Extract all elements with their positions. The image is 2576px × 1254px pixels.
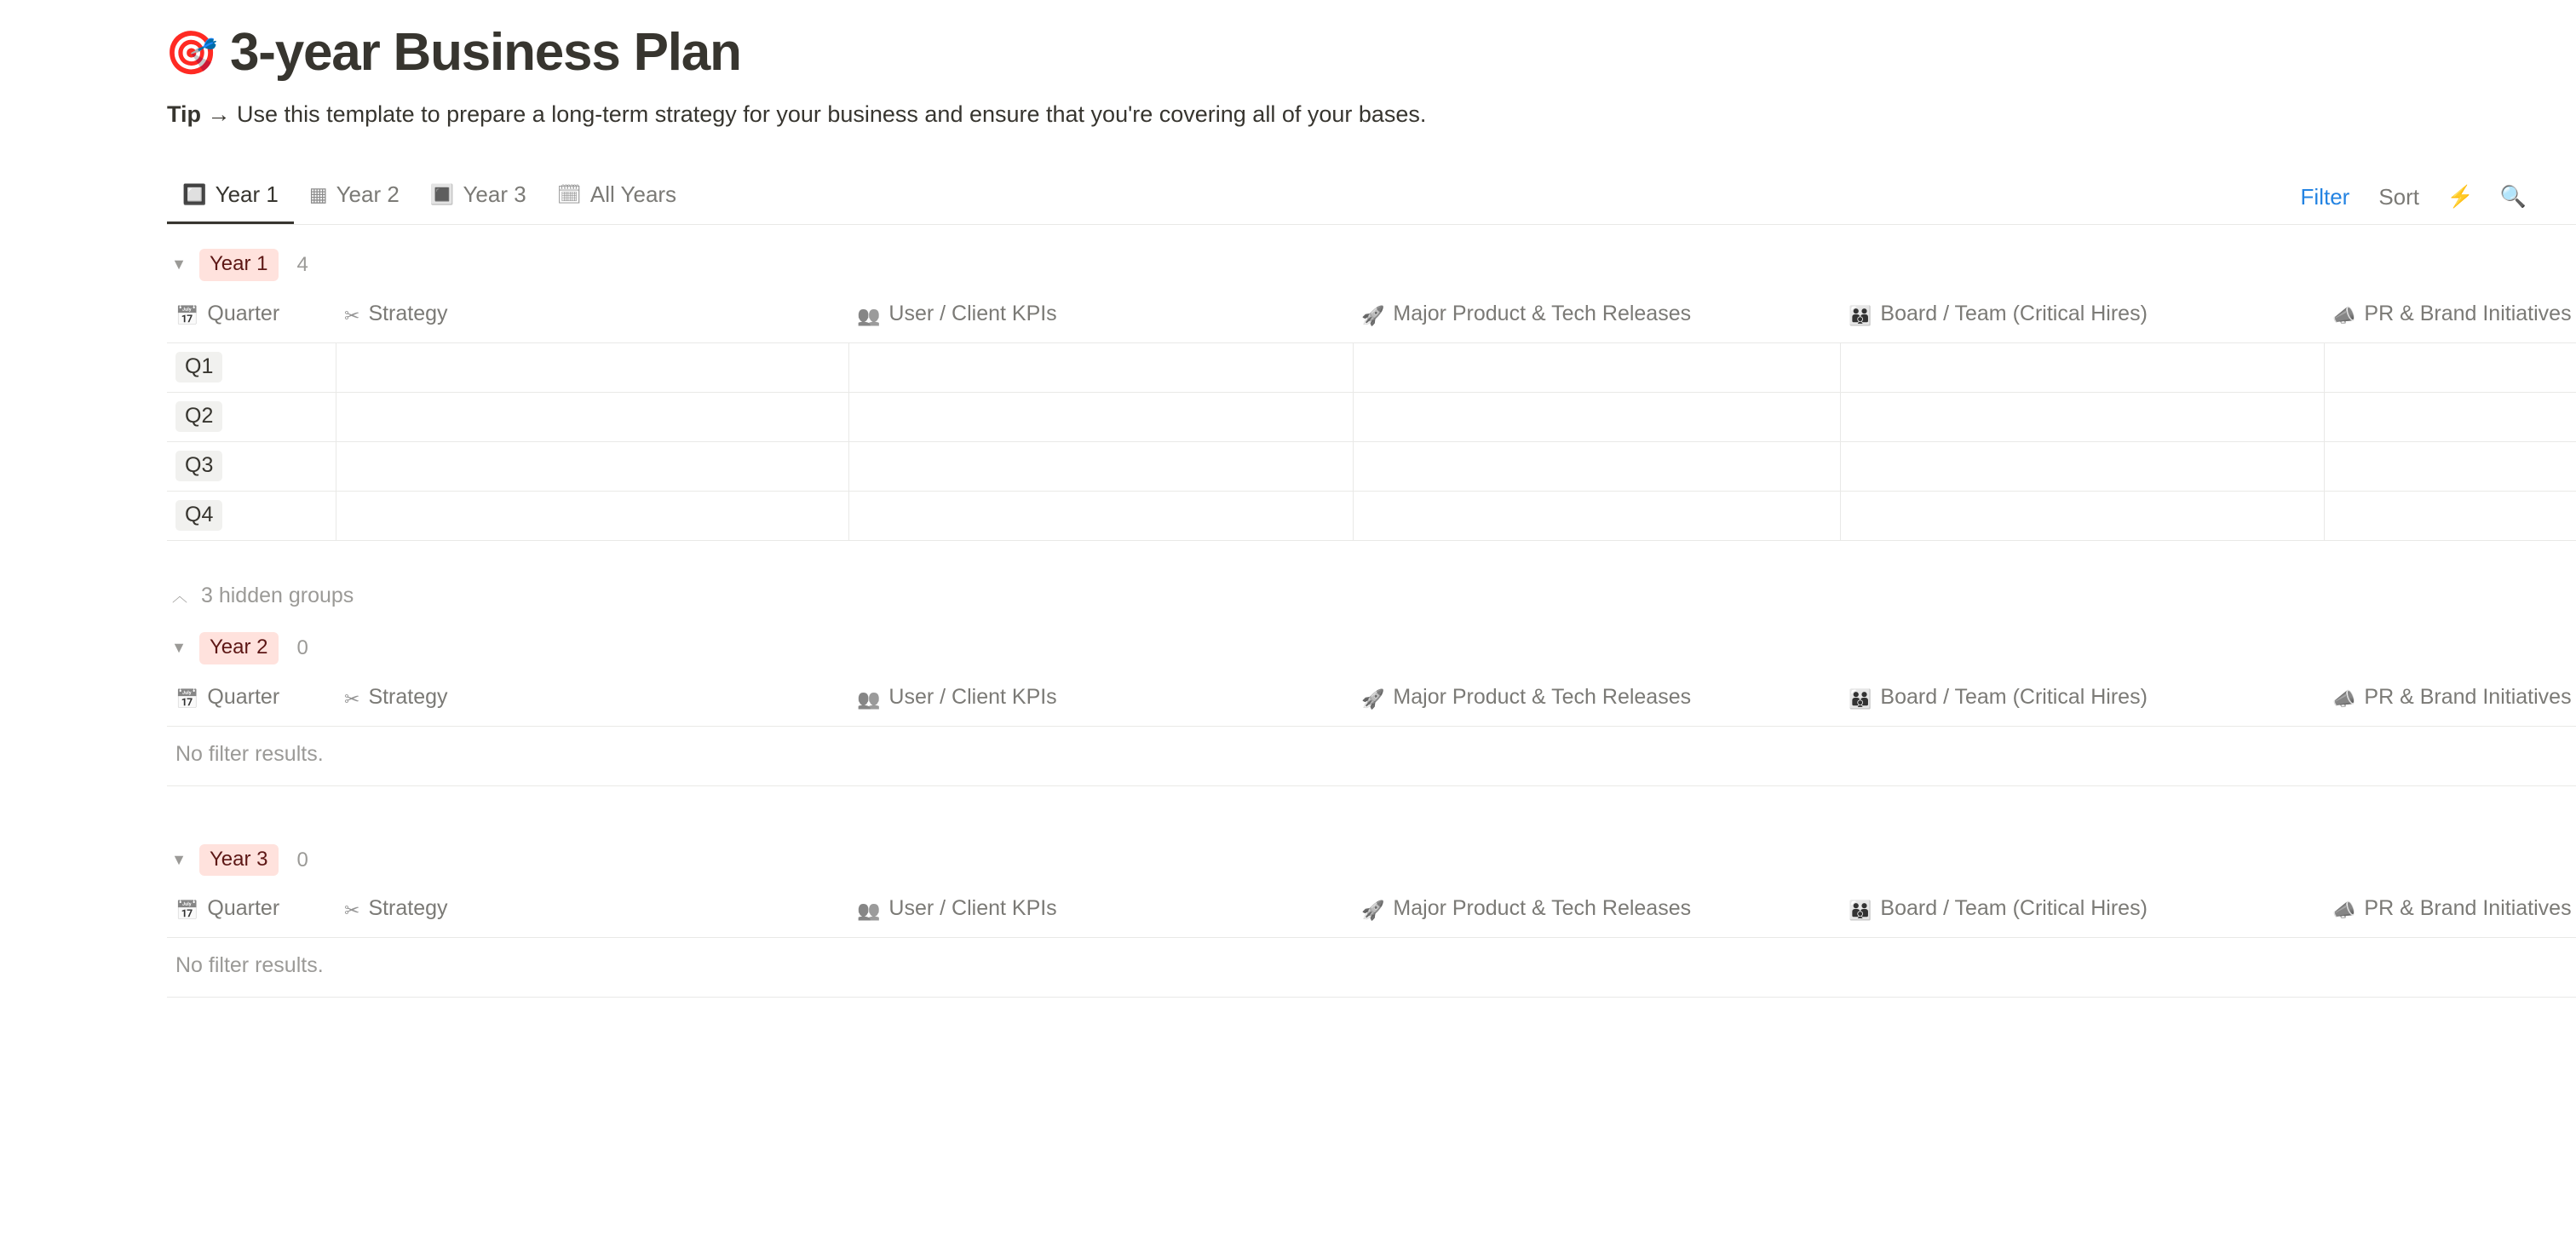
cell-quarter[interactable] bbox=[167, 491, 336, 540]
tab-year-3-label: Year 3 bbox=[463, 181, 526, 208]
page-header bbox=[164, 23, 2576, 82]
calendar-icon: 📅 bbox=[175, 687, 199, 710]
megaphone-icon: 📣 bbox=[2332, 900, 2356, 922]
rocket-icon: 🚀 bbox=[1361, 304, 1385, 326]
target-icon: 🎯 bbox=[164, 29, 219, 78]
table-row[interactable] bbox=[167, 342, 2576, 392]
column-header-board[interactable] bbox=[1840, 889, 2324, 938]
cell-board[interactable] bbox=[1840, 491, 2324, 540]
cell-quarter[interactable] bbox=[167, 441, 336, 491]
column-header-strategy[interactable] bbox=[336, 678, 848, 727]
rocket-icon: 🚀 bbox=[1361, 900, 1385, 922]
hidden-groups-toggle[interactable] bbox=[167, 584, 2576, 608]
cell-kpis[interactable] bbox=[848, 441, 1353, 491]
column-label: PR & Brand Initiatives bbox=[2364, 301, 2572, 325]
column-header-strategy[interactable] bbox=[336, 295, 848, 343]
column-header-board[interactable] bbox=[1840, 678, 2324, 727]
cell-releases[interactable] bbox=[1353, 392, 1840, 441]
column-header-quarter[interactable] bbox=[167, 678, 336, 727]
group-year-1-header[interactable] bbox=[167, 249, 2576, 281]
group-year-1 bbox=[167, 249, 2576, 541]
rocket-icon: 🚀 bbox=[1361, 687, 1385, 710]
column-header-kpis[interactable] bbox=[848, 889, 1353, 938]
view-tabs bbox=[167, 171, 692, 224]
column-label: Quarter bbox=[207, 684, 280, 709]
chevron-down-icon[interactable]: ▼ bbox=[171, 256, 187, 273]
cell-releases[interactable] bbox=[1353, 342, 1840, 392]
column-header-quarter[interactable] bbox=[167, 295, 336, 343]
column-header-pr[interactable] bbox=[2324, 295, 2576, 343]
cell-kpis[interactable] bbox=[848, 342, 1353, 392]
column-label: Strategy bbox=[368, 896, 448, 921]
sort-button[interactable]: Sort bbox=[2378, 184, 2419, 210]
column-label: Major Product & Tech Releases bbox=[1393, 684, 1692, 709]
column-header-pr[interactable] bbox=[2324, 889, 2576, 938]
cell-pr[interactable] bbox=[2324, 392, 2576, 441]
cell-releases[interactable] bbox=[1353, 441, 1840, 491]
group-year-2-count: 0 bbox=[296, 636, 308, 659]
table-row[interactable] bbox=[167, 392, 2576, 441]
table-row[interactable] bbox=[167, 441, 2576, 491]
column-label: User / Client KPIs bbox=[888, 896, 1057, 921]
table-header-row bbox=[167, 678, 2576, 727]
column-label: Major Product & Tech Releases bbox=[1393, 301, 1692, 325]
cell-kpis[interactable] bbox=[848, 392, 1353, 441]
cell-strategy[interactable] bbox=[336, 491, 848, 540]
tip-body: Use this template to prepare a long-term strategy for your business and ensure that you're covering all of your bases. bbox=[237, 101, 1427, 128]
column-header-releases[interactable] bbox=[1353, 678, 1840, 727]
grid-icon: ▦ bbox=[308, 183, 328, 206]
chevron-down-icon[interactable]: ▼ bbox=[171, 851, 187, 869]
cell-pr[interactable] bbox=[2324, 441, 2576, 491]
search-icon[interactable]: 🔍 bbox=[2499, 185, 2527, 210]
column-label: Major Product & Tech Releases bbox=[1393, 896, 1692, 921]
group-icon: 👪 bbox=[1849, 304, 1872, 326]
column-header-releases[interactable] bbox=[1353, 889, 1840, 938]
table-year-1 bbox=[167, 295, 2576, 541]
column-label: Strategy bbox=[368, 684, 448, 709]
people-icon: 👥 bbox=[857, 687, 881, 710]
group-year-1-pill: Year 1 bbox=[199, 249, 279, 281]
group-icon: 👪 bbox=[1849, 687, 1872, 710]
group-year-2-pill: Year 2 bbox=[199, 632, 279, 664]
group-year-3-pill: Year 3 bbox=[199, 844, 279, 877]
empty-message-year-2: No filter results. bbox=[167, 727, 2576, 786]
tab-year-3[interactable] bbox=[415, 181, 542, 224]
tip-text bbox=[167, 97, 1462, 133]
database-view-bar bbox=[167, 172, 2576, 225]
cell-board[interactable] bbox=[1840, 342, 2324, 392]
column-label: PR & Brand Initiatives bbox=[2364, 684, 2572, 709]
scissors-icon: ✂ bbox=[344, 304, 360, 326]
column-label: Strategy bbox=[368, 301, 448, 325]
cell-strategy[interactable] bbox=[336, 441, 848, 491]
group-year-3-header[interactable] bbox=[167, 844, 2576, 877]
square-dot-icon: 🔲 bbox=[182, 183, 207, 206]
group-year-1-count: 4 bbox=[296, 252, 308, 276]
column-header-kpis[interactable] bbox=[848, 295, 1353, 343]
cell-releases[interactable] bbox=[1353, 491, 1840, 540]
column-header-board[interactable] bbox=[1840, 295, 2324, 343]
column-header-quarter[interactable] bbox=[167, 889, 336, 938]
column-header-kpis[interactable] bbox=[848, 678, 1353, 727]
cell-quarter[interactable] bbox=[167, 342, 336, 392]
tab-year-1[interactable] bbox=[167, 181, 294, 224]
cell-pr[interactable] bbox=[2324, 342, 2576, 392]
scissors-icon: ✂ bbox=[344, 687, 360, 710]
megaphone-icon: 📣 bbox=[2332, 687, 2356, 710]
group-year-3 bbox=[167, 844, 2576, 998]
group-year-2-header[interactable] bbox=[167, 632, 2576, 664]
column-header-releases[interactable] bbox=[1353, 295, 1840, 343]
tab-year-2-label: Year 2 bbox=[336, 181, 400, 208]
table-header-row bbox=[167, 295, 2576, 343]
empty-message-year-3: No filter results. bbox=[167, 938, 2576, 998]
column-header-strategy[interactable] bbox=[336, 889, 848, 938]
column-label: User / Client KPIs bbox=[888, 301, 1057, 325]
people-icon: 👥 bbox=[857, 900, 881, 922]
lightning-icon[interactable]: ⚡ bbox=[2447, 185, 2474, 210]
cell-pr[interactable] bbox=[2324, 491, 2576, 540]
cell-kpis[interactable] bbox=[848, 491, 1353, 540]
table-row[interactable] bbox=[167, 491, 2576, 540]
scissors-icon: ✂ bbox=[344, 900, 360, 922]
tip-label: Tip bbox=[167, 101, 201, 128]
calendar-icon: 🗓 bbox=[556, 183, 582, 206]
tab-year-1-label: Year 1 bbox=[215, 181, 279, 208]
tab-all-years-label: All Years bbox=[589, 181, 677, 208]
quarter-value: Q3 bbox=[175, 451, 222, 481]
column-label: Quarter bbox=[207, 896, 280, 921]
group-icon: 👪 bbox=[1849, 900, 1872, 922]
chevron-down-icon[interactable]: ▼ bbox=[171, 639, 187, 657]
column-label: Quarter bbox=[207, 301, 280, 325]
filter-button[interactable]: Filter bbox=[2300, 184, 2350, 210]
cell-strategy[interactable] bbox=[336, 342, 848, 392]
chevron-up-icon: ︿ bbox=[172, 588, 187, 606]
view-toolbar bbox=[2301, 184, 2525, 224]
quarter-value: Q1 bbox=[175, 352, 222, 383]
hidden-groups-label: 3 hidden groups bbox=[201, 583, 354, 607]
page-title: 3-year Business Plan bbox=[230, 23, 741, 82]
group-year-3-count: 0 bbox=[296, 848, 308, 871]
group-spacer bbox=[167, 786, 2576, 820]
cell-quarter[interactable] bbox=[167, 392, 336, 441]
column-label: Board / Team (Critical Hires) bbox=[1880, 684, 2148, 709]
table-header-row bbox=[167, 889, 2576, 938]
quarter-value: Q4 bbox=[175, 500, 222, 531]
quarter-value: Q2 bbox=[175, 401, 222, 432]
cell-board[interactable] bbox=[1840, 441, 2324, 491]
calendar-icon: 📅 bbox=[175, 304, 199, 326]
grid-icon: 🔳 bbox=[429, 183, 455, 206]
column-label: PR & Brand Initiatives bbox=[2364, 896, 2572, 921]
megaphone-icon: 📣 bbox=[2332, 304, 2356, 326]
cell-strategy[interactable] bbox=[336, 392, 848, 441]
tab-all-years[interactable] bbox=[542, 181, 692, 224]
table-year-3 bbox=[167, 889, 2576, 938]
cell-board[interactable] bbox=[1840, 392, 2324, 441]
column-header-pr[interactable] bbox=[2324, 678, 2576, 727]
tip-arrow: → bbox=[207, 101, 231, 128]
tab-year-2[interactable] bbox=[294, 181, 415, 224]
group-year-2 bbox=[167, 632, 2576, 786]
column-label: User / Client KPIs bbox=[888, 684, 1057, 709]
calendar-icon: 📅 bbox=[175, 900, 199, 922]
table-year-2 bbox=[167, 678, 2576, 727]
column-label: Board / Team (Critical Hires) bbox=[1880, 301, 2148, 325]
column-label: Board / Team (Critical Hires) bbox=[1880, 896, 2148, 921]
people-icon: 👥 bbox=[857, 304, 881, 326]
